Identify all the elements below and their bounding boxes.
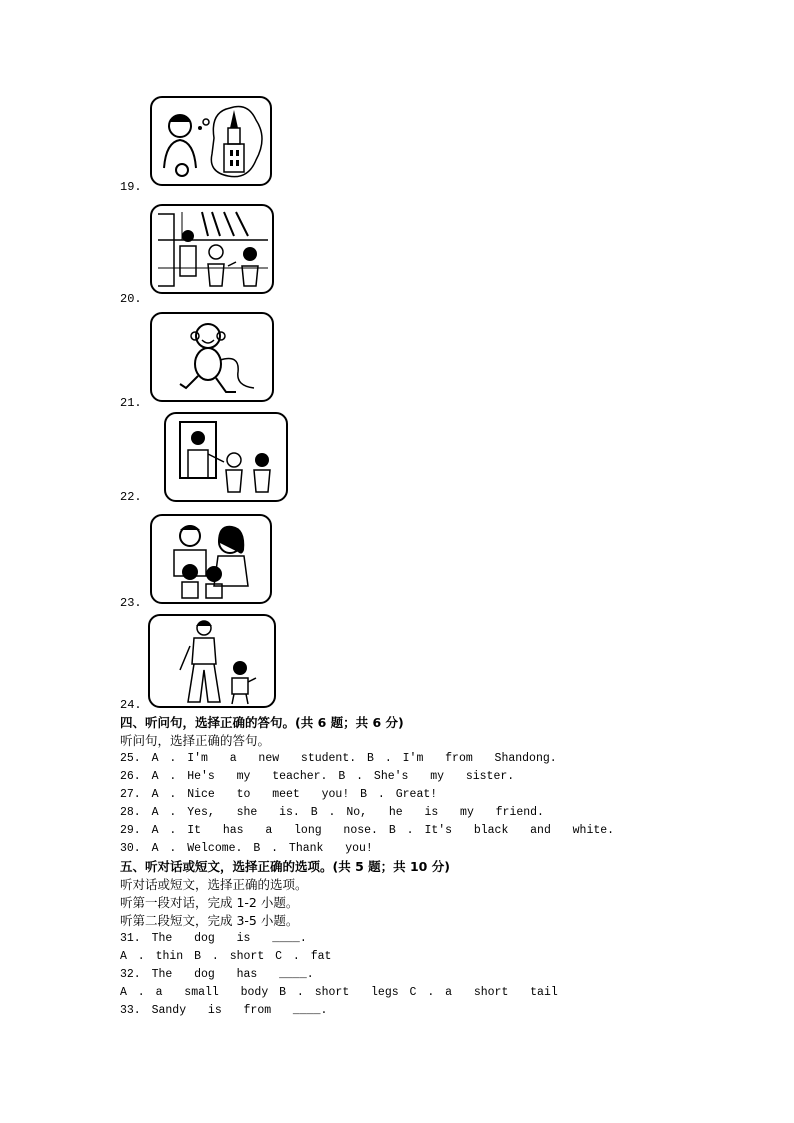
- picture-number: 19.: [120, 180, 142, 194]
- tall-and-short-person-icon: [150, 616, 274, 706]
- students-in-hallway-picture: [150, 204, 274, 294]
- answer-options: A . a small body B . short legs C . a short tail: [120, 986, 558, 999]
- picture-number: 22.: [120, 490, 142, 504]
- family-icon: [152, 516, 270, 602]
- answer-options: A . thin B . short C . fat: [120, 950, 332, 963]
- question-item: 25. A . I'm a new student. B . I'm from Shandong.: [120, 752, 557, 765]
- question-item: 28. A . Yes, she is. B . No, he is my friend.: [120, 806, 544, 819]
- tall-and-short-person-picture: [148, 614, 276, 708]
- question-item: 29. A . It has a long nose. B . It's black and white.: [120, 824, 615, 837]
- question-item: 26. A . He's my teacher. B . She's my sister.: [120, 770, 515, 783]
- question-item: 32. The dog has ____.: [120, 968, 314, 981]
- family-picture: [150, 514, 272, 604]
- question-item: 31. The dog is ____.: [120, 932, 307, 945]
- section5-instruction: 听对话或短文，选择正确的选项。: [120, 877, 308, 892]
- question-item: 27. A . Nice to meet you! B . Great!: [120, 788, 438, 801]
- picture-number: 23.: [120, 596, 142, 610]
- teacher-and-students-icon: [166, 414, 286, 500]
- picture-number: 21.: [120, 396, 142, 410]
- section4-instruction: 听问句，选择正确的答句。: [120, 733, 271, 748]
- picture-number: 24.: [120, 698, 142, 712]
- boy-thinking-of-tower-icon: [152, 98, 270, 184]
- section5-part2: 听第二段短文，完成 3-5 小题。: [120, 913, 299, 928]
- question-item: 33. Sandy is from ____.: [120, 1004, 328, 1017]
- section4-heading: 四、听问句，选择正确的答句。(共 6 题；共 6 分): [120, 715, 404, 730]
- monkey-walking-picture: [150, 312, 274, 402]
- boy-thinking-of-tower-picture: [150, 96, 272, 186]
- teacher-and-students-picture: [164, 412, 288, 502]
- monkey-walking-icon: [152, 314, 272, 400]
- section5-part1: 听第一段对话，完成 1-2 小题。: [120, 895, 299, 910]
- section5-heading: 五、听对话或短文，选择正确的选项。(共 5 题；共 10 分): [120, 859, 450, 874]
- picture-number: 20.: [120, 292, 142, 306]
- question-item: 30. A . Welcome. B . Thank you!: [120, 842, 373, 855]
- question-sections: [120, 714, 720, 1020]
- students-in-hallway-icon: [152, 206, 272, 292]
